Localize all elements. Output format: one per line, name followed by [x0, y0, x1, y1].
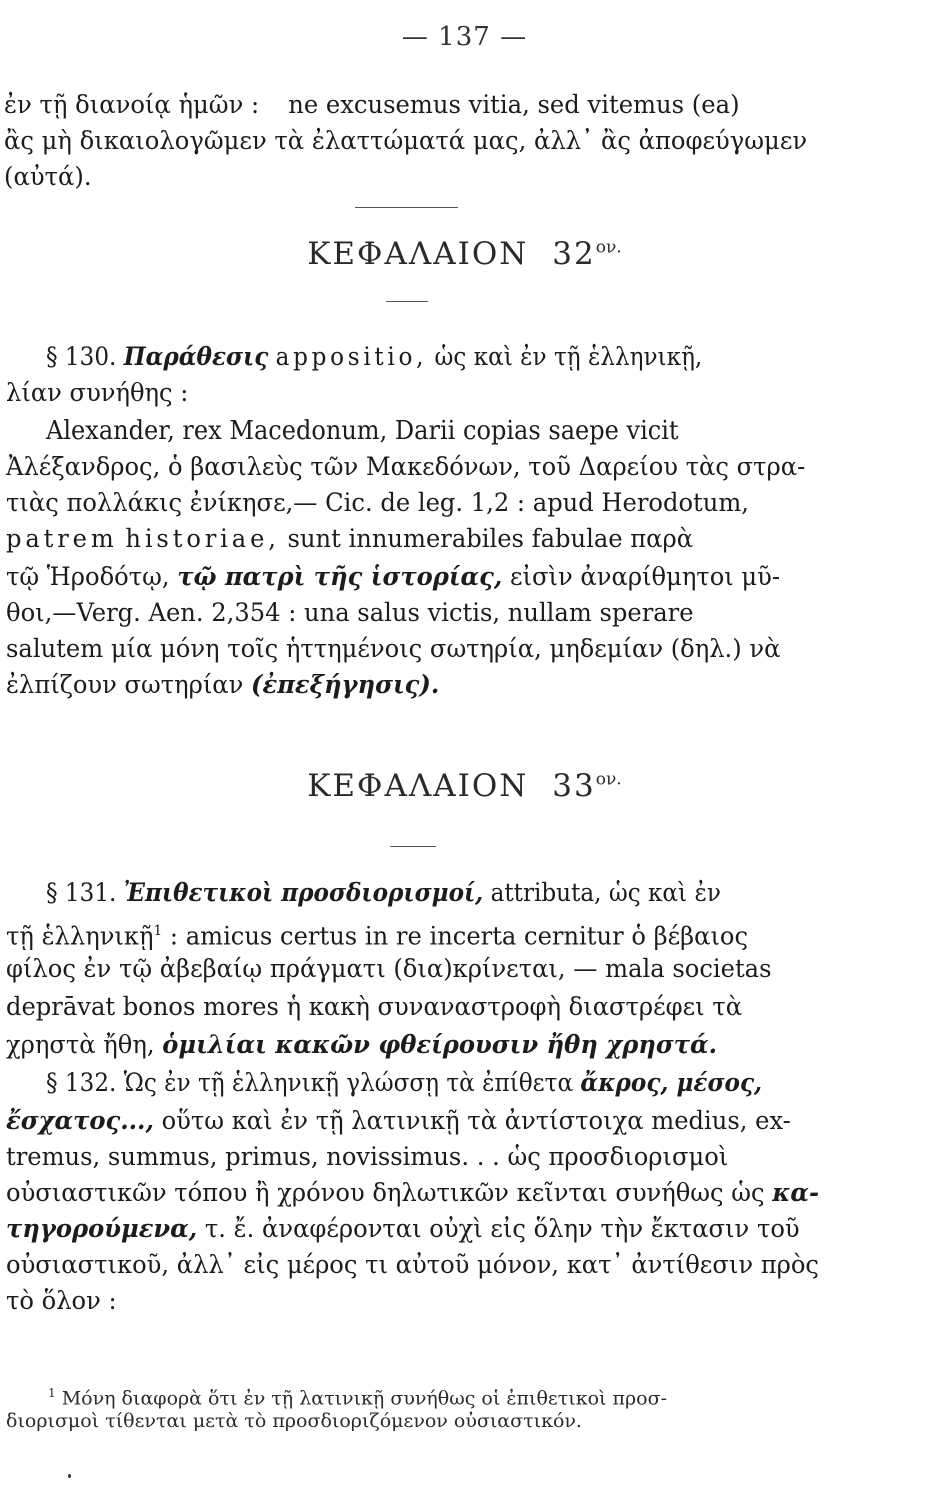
section-130-line-6-rest: sunt innumerabiles fabulae παρὰ — [287, 524, 694, 553]
section-130-line-10 — [6, 668, 905, 702]
separator-rule — [355, 207, 458, 208]
section-130-line-6 — [6, 522, 905, 556]
print-speck — [68, 1474, 71, 1478]
section-131-line-4: deprāvat bonos mores ἡ κακὴ συναναστροφὴ διαστρέφει τὰ — [6, 992, 743, 1021]
section-130-spaced-patrem: patrem — [6, 524, 118, 553]
section-132-line-5 — [6, 1212, 905, 1246]
section-130-line-8: θοι,—Verg. Aen. 2,354 : una salus victis, nullam sperare — [6, 598, 694, 627]
section-130-line-1 — [46, 340, 905, 374]
section-132-mark: § 132. — [46, 1068, 117, 1097]
footnote-ref-1: 1 — [153, 923, 163, 939]
section-130-mark: § 130. — [46, 342, 117, 371]
section-132-line-6: οὐσιαστικοῦ, ἀλλ᾿ εἰς μέρος τι αὐτοῦ μόνον, κατ᾿ ἀντίθεσιν πρὸς — [6, 1250, 819, 1279]
section-130-line-4: Ἀλέξανδρος, ὁ βασιλεὺς τῶν Μακεδόνων, τοῦ Δαρείου τὰς στρα- — [6, 452, 806, 481]
chapter-33-number: 33 — [552, 768, 596, 804]
section-130-line-2: λίαν συνήθης : — [6, 378, 189, 407]
section-130-line-9: salutem μία μόνη τοῖς ἡττημένοις σωτηρία, μηδεμίαν (δηλ.) νὰ — [6, 634, 781, 663]
section-130-spaced-historiae: historiae, — [125, 524, 280, 553]
section-132-line-1-bold: ἄκρος, μέσος, — [580, 1068, 763, 1097]
section-131-line-2 — [6, 914, 905, 953]
section-131-line-3: φίλος ἐν τῷ ἀβεβαίῳ πράγματι (δια)κρίνεται, — mala societas — [6, 954, 772, 983]
section-130-term-greek: Παράθεσις — [123, 342, 269, 371]
section-131-mark: § 131. — [46, 878, 117, 907]
section-130-line-3: Alexander, rex Macedonum, Darii copias saepe vicit — [46, 416, 679, 446]
footnote-line-1 — [48, 1380, 667, 1411]
section-131-line-2-a: τῇ ἑλληνικῇ — [6, 921, 154, 951]
intro-line-2: ἂς μὴ δικαιολογῶμεν τὰ ἐλαττώματά μας, ἀλλ᾿ ἂς ἀποφεύγωμεν — [4, 126, 808, 155]
page-number: — 137 — — [401, 22, 528, 52]
section-132-line-2-rest: οὕτω καὶ ἐν τῇ λατινικῇ τὰ ἀντίστοιχα medius, ex- — [161, 1106, 791, 1135]
chapter-33-suffix: ον. — [595, 769, 622, 790]
chapter-32-suffix: ον. — [595, 237, 622, 258]
chapter-32-number: 32 — [552, 236, 596, 272]
section-130-line-7 — [6, 560, 905, 594]
section-132-line-3: tremus, summus, primus, novissimus. . . ὡς προσδιορισμοὶ — [6, 1142, 729, 1171]
section-132-line-1 — [46, 1066, 905, 1100]
section-131-line-5 — [6, 1028, 905, 1062]
section-130-term-latin: appositio, — [275, 342, 428, 371]
section-132-line-7: τὸ ὅλον : — [6, 1286, 117, 1315]
footnote-marker: 1 — [48, 1386, 56, 1400]
section-131-line-5-bold: ὁμιλίαι κακῶν φθείρουσιν ἤθη χρηστά. — [162, 1030, 718, 1059]
chapter-33-word: ΚΕΦΑΛΑΙΟΝ — [307, 768, 529, 804]
intro-line-1 — [4, 88, 905, 122]
section-132-line-2 — [6, 1104, 905, 1138]
section-130-line-7-a: τῷ Ἡροδότῳ, — [6, 562, 170, 591]
section-131-line-5-a: χρηστὰ ἤθη, — [6, 1030, 155, 1059]
footnote-line-2: διορισμοὶ τίθενται μετὰ τὸ προσδιοριζόμενον οὐσιαστικόν. — [6, 1410, 582, 1432]
section-131-term-greek: Ἐπιθετικοὶ προσδιορισμοί, — [123, 878, 484, 907]
section-130-line-7-bold: τῷ πατρὶ τῆς ἱστορίας, — [177, 562, 503, 591]
intro-line-1-latin: ne excusemus vitia, sed vitemus (ea) — [288, 90, 740, 119]
section-132-line-5-rest: τ. ἔ. ἀναφέρονται οὐχὶ εἰς ὅλην τὴν ἔκτασιν τοῦ — [204, 1214, 800, 1243]
intro-line-3: (αὐτά). — [4, 162, 92, 191]
footnote-line-1-text: Μόνη διαφορὰ ὅτι ἐν τῇ λατινικῇ συνήθως οἱ ἐπιθετικοὶ προσ- — [61, 1387, 668, 1410]
section-131-line-1 — [46, 876, 905, 910]
section-132-line-4-bold: κα- — [772, 1178, 820, 1207]
section-130-line-1-rest: ὡς καὶ ἐν τῇ ἑλληνικῇ, — [434, 342, 703, 371]
chapter-32-word: ΚΕΦΑΛΑΙΟΝ — [307, 236, 529, 272]
section-132-line-4 — [6, 1176, 905, 1210]
section-132-line-4-a: οὐσιαστικῶν τόπου ἢ χρόνου δηλωτικῶν κεῖνται συνήθως ὡς — [6, 1178, 765, 1207]
heading-rule-32 — [386, 301, 428, 302]
section-132-line-5-bold: τηγορούμενα, — [6, 1214, 198, 1243]
section-131-line-1-rest: attributa, ὡς καὶ ἐν — [490, 878, 721, 907]
section-130-line-5: τιὰς πολλάκις ἐνίκησε,— Cic. de leg. 1,2 : apud Herodotum, — [6, 488, 749, 517]
chapter-33-heading — [0, 768, 929, 804]
section-132-line-2-bold: ἔσχατος..., — [6, 1106, 154, 1135]
chapter-32-heading — [0, 236, 929, 272]
section-131-line-2-b: : amicus certus in re incerta cernitur ὁ βέβαιος — [169, 921, 749, 951]
section-130-line-7-b: εἰσὶν ἀναρίθμητοι μῦ- — [510, 562, 781, 591]
section-132-line-1-a: Ὡς ἐν τῇ ἑλληνικῇ γλώσσῃ τὰ ἐπίθετα — [123, 1068, 574, 1097]
intro-line-1-greek: ἐν τῇ διανοίᾳ ἡμῶν : — [4, 90, 260, 119]
heading-rule-33 — [390, 846, 436, 847]
section-130-line-10-a: ἐλπίζουν σωτηρίαν — [6, 670, 244, 699]
section-130-line-10-bold: (ἐπεξήγησις). — [251, 670, 440, 699]
